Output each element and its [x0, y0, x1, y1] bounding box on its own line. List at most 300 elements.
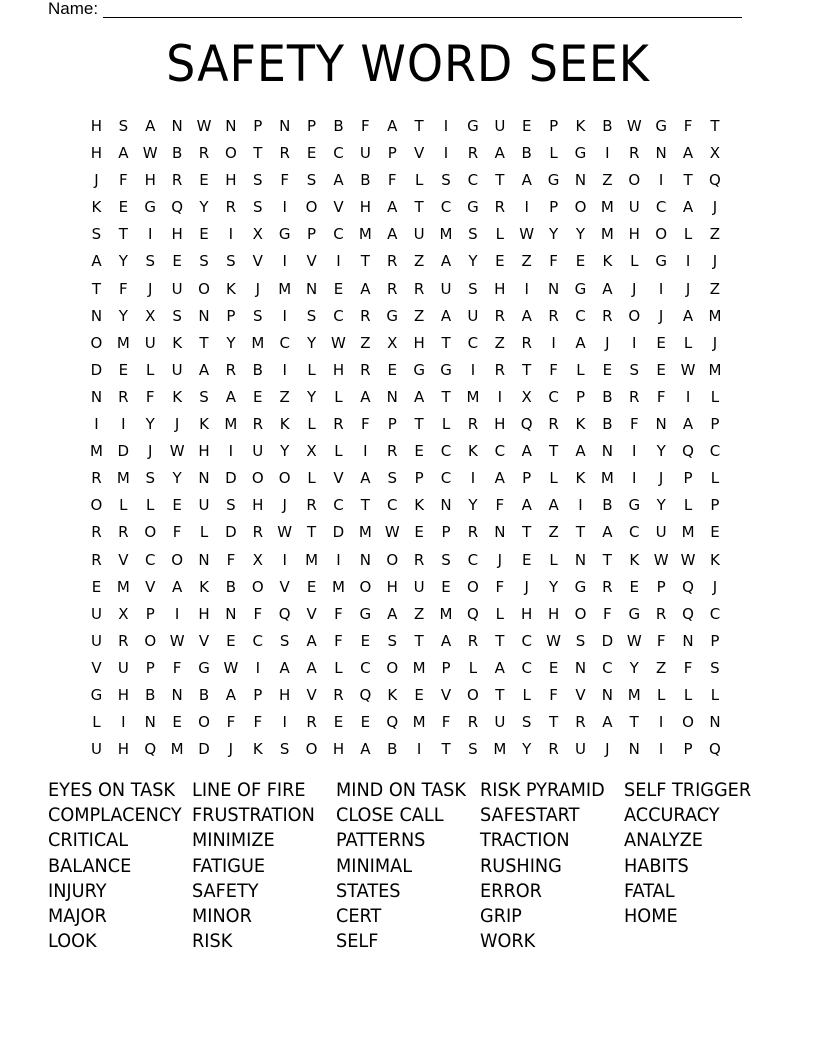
grid-letter: J: [632, 279, 637, 298]
grid-letter: R: [521, 333, 532, 352]
grid-letter: M: [305, 550, 319, 569]
grid-letter: C: [333, 306, 344, 325]
grid-letter: C: [521, 658, 532, 677]
word-list-item: MINIMAL: [336, 854, 413, 877]
grid-letter: A: [91, 252, 102, 271]
grid-letter: G: [628, 496, 641, 515]
word-list-item: WORK: [480, 930, 536, 953]
grid-letter: U: [90, 631, 102, 650]
grid-letter: V: [306, 604, 317, 623]
grid-letter: E: [656, 360, 666, 379]
grid-letter: C: [252, 631, 264, 650]
grid-letter: S: [199, 387, 209, 406]
grid-letter: K: [172, 387, 183, 406]
word-list-item: RUSHING: [480, 854, 562, 877]
grid-letter: N: [547, 279, 560, 298]
grid-letter: J: [228, 740, 234, 759]
grid-letter: U: [413, 225, 425, 244]
word-list-item: FATIGUE: [192, 854, 266, 877]
grid-letter: I: [524, 279, 529, 298]
grid-letter: I: [443, 144, 449, 163]
grid-letter: J: [712, 198, 718, 217]
grid-letter: P: [253, 117, 263, 135]
grid-letter: I: [497, 387, 503, 406]
grid-letter: X: [306, 442, 317, 461]
grid-letter: F: [226, 550, 236, 569]
grid-letter: D: [198, 740, 210, 759]
grid-letter: M: [170, 740, 184, 759]
grid-letter: E: [306, 577, 317, 596]
grid-letter: P: [307, 225, 317, 244]
grid-letter: T: [414, 631, 424, 650]
word-list-item: HABITS: [624, 854, 689, 877]
grid-letter: Q: [386, 713, 399, 732]
grid-letter: N: [574, 550, 587, 569]
grid-letter: F: [334, 631, 343, 650]
name-field[interactable]: [48, 0, 742, 18]
grid-letter: E: [521, 117, 532, 135]
grid-letter: I: [121, 713, 126, 732]
grid-letter: M: [439, 225, 453, 244]
grid-letter: T: [710, 117, 720, 135]
grid-letter: L: [656, 685, 666, 704]
grid-letter: O: [144, 631, 157, 650]
grid-letter: N: [655, 415, 667, 434]
grid-letter: H: [252, 496, 264, 515]
grid-letter: F: [172, 658, 182, 677]
grid-letter: A: [494, 658, 505, 677]
grid-letter: E: [656, 333, 666, 352]
grid-letter: O: [144, 523, 157, 542]
grid-letter: R: [629, 387, 640, 406]
grid-letter: P: [307, 117, 317, 135]
grid-letter: J: [658, 306, 664, 325]
grid-letter: N: [574, 658, 587, 677]
grid-letter: S: [172, 306, 182, 325]
grid-letter: N: [305, 279, 318, 298]
grid-letter: Z: [656, 658, 667, 677]
word-list-item: GRIP: [480, 904, 522, 927]
grid-letter: Z: [279, 387, 290, 406]
grid-letter: A: [360, 740, 371, 759]
grid-letter: Y: [656, 442, 666, 461]
grid-letter: P: [683, 469, 693, 488]
word-list-item: SAFETY: [192, 879, 259, 902]
grid-letter: L: [146, 496, 155, 515]
grid-letter: Z: [521, 252, 532, 271]
word-list-item: BALANCE: [48, 854, 132, 877]
grid-letter: G: [655, 117, 667, 135]
grid-letter: T: [495, 685, 505, 704]
grid-letter: Y: [118, 306, 128, 325]
grid-letter: M: [600, 225, 614, 244]
grid-letter: Y: [172, 469, 182, 488]
grid-letter: M: [412, 658, 426, 677]
grid-letter: W: [546, 631, 561, 650]
grid-letter: A: [387, 117, 398, 135]
grid-letter: B: [171, 144, 183, 163]
grid-letter: O: [386, 658, 399, 677]
grid-letter: I: [605, 144, 610, 163]
word-list-item: EYES ON TASK: [48, 779, 176, 801]
grid-letter: O: [467, 577, 479, 596]
grid-letter: A: [333, 171, 344, 190]
grid-letter: E: [495, 252, 505, 271]
grid-letter: W: [169, 631, 185, 650]
grid-letter: L: [683, 333, 693, 352]
grid-letter: Y: [468, 496, 478, 515]
grid-letter: O: [198, 713, 210, 732]
grid-letter: O: [386, 550, 399, 569]
grid-letter: R: [333, 415, 344, 434]
grid-letter: Z: [413, 306, 425, 325]
grid-letter: N: [386, 387, 398, 406]
grid-letter: Q: [467, 604, 479, 623]
grid-letter: G: [547, 171, 560, 190]
grid-letter: I: [121, 415, 126, 434]
grid-letter: S: [306, 171, 317, 190]
grid-letter: E: [172, 496, 182, 515]
grid-letter: R: [252, 523, 263, 542]
grid-letter: N: [709, 713, 721, 732]
grid-letter: Q: [278, 604, 291, 623]
grid-letter: F: [683, 658, 693, 677]
grid-letter: J: [712, 333, 718, 352]
grid-letter: E: [414, 685, 424, 704]
word-list-item: SAFESTART: [480, 804, 580, 827]
grid-letter: M: [116, 577, 130, 596]
grid-letter: J: [605, 333, 610, 352]
grid-letter: T: [495, 631, 505, 650]
grid-letter: U: [574, 740, 586, 759]
grid-letter: E: [118, 360, 129, 379]
word-list-item: TRACTION: [480, 829, 570, 852]
grid-letter: M: [600, 198, 614, 217]
name-label: Name:: [48, 0, 99, 18]
grid-letter: E: [414, 442, 424, 461]
grid-letter: S: [279, 631, 290, 650]
grid-letter: Y: [549, 577, 559, 596]
grid-letter: O: [574, 198, 587, 217]
grid-letter: C: [655, 198, 667, 217]
grid-letter: B: [602, 496, 613, 515]
word-list-item: SELF: [336, 930, 379, 953]
grid-letter: A: [414, 387, 425, 406]
grid-letter: C: [467, 171, 479, 190]
grid-letter: R: [198, 144, 210, 163]
grid-letter: R: [575, 713, 586, 732]
grid-letter: T: [91, 279, 102, 298]
grid-letter: S: [226, 496, 236, 515]
grid-letter: Y: [468, 252, 478, 271]
grid-letter: B: [602, 387, 613, 406]
grid-letter: S: [306, 306, 317, 325]
grid-letter: R: [252, 415, 263, 434]
grid-letter: C: [709, 442, 721, 461]
grid-letter: N: [198, 306, 210, 325]
grid-letter: M: [708, 306, 722, 325]
grid-letter: M: [439, 604, 453, 623]
grid-letter: X: [252, 225, 263, 244]
grid-letter: N: [90, 306, 103, 325]
grid-letter: R: [91, 550, 102, 569]
grid-letter: E: [521, 550, 532, 569]
grid-letter: L: [334, 442, 343, 461]
grid-letter: L: [146, 360, 155, 379]
grid-letter: T: [441, 740, 451, 759]
grid-letter: E: [333, 713, 344, 732]
grid-letter: O: [467, 685, 479, 704]
grid-letter: A: [225, 685, 237, 704]
grid-letter: G: [359, 604, 372, 623]
grid-letter: N: [198, 550, 210, 569]
grid-letter: A: [145, 117, 156, 135]
grid-letter: C: [467, 333, 479, 352]
grid-letter: Z: [709, 279, 721, 298]
grid-letter: A: [360, 387, 371, 406]
grid-letter: R: [467, 631, 479, 650]
grid-letter: S: [441, 550, 451, 569]
grid-letter: B: [602, 415, 613, 434]
grid-letter: P: [387, 415, 397, 434]
grid-letter: C: [279, 333, 290, 352]
grid-letter: D: [225, 469, 237, 488]
grid-letter: G: [628, 604, 641, 623]
grid-letter: A: [682, 198, 694, 217]
grid-letter: A: [575, 442, 586, 461]
grid-letter: E: [306, 144, 317, 163]
grid-letter: Z: [709, 225, 721, 244]
grid-letter: I: [658, 171, 664, 190]
grid-letter: I: [336, 550, 341, 569]
grid-letter: E: [602, 360, 613, 379]
grid-letter: R: [118, 631, 129, 650]
grid-letter: B: [198, 685, 210, 704]
grid-letter: P: [253, 685, 263, 704]
grid-letter: V: [306, 685, 317, 704]
grid-letter: S: [253, 171, 263, 190]
grid-letter: F: [253, 604, 263, 623]
grid-letter: F: [119, 171, 128, 190]
grid-letter: Q: [520, 415, 533, 434]
grid-letter: I: [524, 198, 529, 217]
grid-letter: E: [333, 279, 344, 298]
grid-letter: V: [333, 469, 344, 488]
grid-letter: O: [251, 469, 264, 488]
grid-letter: M: [681, 523, 695, 542]
grid-letter: F: [145, 387, 155, 406]
grid-letter: C: [440, 198, 452, 217]
grid-letter: I: [255, 658, 260, 677]
grid-letter: R: [225, 198, 237, 217]
grid-letter: I: [282, 252, 287, 271]
grid-letter: R: [387, 279, 398, 298]
grid-letter: N: [574, 171, 587, 190]
grid-letter: T: [441, 333, 451, 352]
grid-letter: B: [145, 685, 156, 704]
grid-letter: L: [307, 415, 316, 434]
grid-letter: O: [305, 198, 318, 217]
grid-letter: L: [549, 550, 558, 569]
grid-letter: S: [468, 740, 478, 759]
grid-letter: I: [336, 252, 341, 271]
grid-letter: A: [548, 496, 559, 515]
grid-letter: A: [198, 360, 210, 379]
grid-letter: F: [280, 171, 289, 190]
grid-letter: E: [360, 713, 371, 732]
grid-letter: O: [655, 225, 668, 244]
word-list-item: RISK: [192, 930, 233, 953]
grid-letter: V: [279, 577, 290, 596]
grid-letter: I: [282, 360, 287, 379]
grid-letter: W: [384, 523, 400, 542]
grid-letter: Z: [413, 252, 425, 271]
grid-letter: T: [414, 117, 424, 135]
grid-letter: J: [712, 577, 718, 596]
grid-letter: G: [198, 658, 210, 677]
grid-letter: S: [387, 469, 397, 488]
grid-letter: E: [575, 252, 586, 271]
grid-letter: L: [119, 496, 128, 515]
grid-letter: A: [387, 225, 398, 244]
grid-letter: Y: [549, 225, 559, 244]
grid-letter: T: [549, 442, 559, 461]
grid-letter: C: [575, 306, 586, 325]
letter-grid: [83, 113, 728, 763]
grid-letter: Y: [629, 658, 639, 677]
grid-letter: E: [172, 252, 182, 271]
name-underline[interactable]: [103, 2, 742, 18]
grid-letter: M: [358, 225, 372, 244]
grid-letter: J: [658, 469, 664, 488]
grid-letter: T: [629, 713, 639, 732]
grid-letter: I: [228, 442, 234, 461]
grid-letter: I: [632, 333, 637, 352]
grid-letter: N: [494, 523, 506, 542]
word-list-item: CLOSE CALL: [336, 804, 444, 827]
grid-letter: U: [198, 496, 210, 515]
grid-letter: U: [117, 658, 129, 677]
word-list-item: CERT: [336, 904, 382, 927]
grid-letter: D: [117, 442, 130, 461]
grid-letter: Q: [682, 442, 694, 461]
grid-letter: R: [629, 144, 640, 163]
grid-letter: A: [494, 469, 505, 488]
grid-letter: M: [278, 279, 292, 298]
grid-letter: A: [440, 306, 452, 325]
grid-letter: J: [497, 550, 503, 569]
grid-letter: R: [333, 685, 344, 704]
grid-letter: V: [198, 631, 210, 650]
grid-letter: F: [226, 713, 236, 732]
grid-letter: F: [629, 415, 639, 434]
grid-letter: L: [307, 360, 316, 379]
grid-letter: R: [360, 306, 371, 325]
grid-letter: S: [575, 631, 586, 650]
grid-letter: T: [575, 523, 586, 542]
grid-letter: S: [145, 252, 155, 271]
grid-letter: K: [387, 685, 398, 704]
word-list-item: FRUSTRATION: [192, 804, 315, 827]
grid-letter: C: [333, 225, 344, 244]
grid-letter: R: [548, 740, 559, 759]
grid-letter: F: [495, 577, 505, 596]
grid-letter: Q: [171, 198, 184, 217]
grid-letter: W: [331, 333, 346, 352]
grid-letter: C: [360, 658, 371, 677]
grid-letter: T: [360, 496, 370, 515]
grid-letter: D: [601, 631, 614, 650]
grid-letter: O: [359, 577, 372, 596]
grid-letter: T: [199, 333, 209, 352]
grid-letter: I: [282, 306, 287, 325]
grid-letter: R: [494, 198, 506, 217]
grid-letter: I: [148, 225, 153, 244]
grid-letter: V: [252, 252, 263, 271]
grid-letter: M: [116, 469, 130, 488]
grid-letter: P: [549, 117, 559, 135]
grid-letter: C: [548, 387, 559, 406]
grid-letter: F: [549, 252, 558, 271]
grid-letter: T: [522, 360, 532, 379]
grid-letter: H: [386, 577, 398, 596]
grid-letter: O: [198, 279, 210, 298]
grid-letter: G: [440, 360, 452, 379]
grid-letter: J: [282, 496, 287, 515]
grid-letter: I: [632, 442, 637, 461]
grid-letter: K: [710, 550, 720, 569]
grid-letter: E: [199, 171, 209, 190]
grid-letter: C: [709, 604, 721, 623]
grid-letter: B: [521, 144, 532, 163]
grid-letter: U: [628, 198, 640, 217]
grid-letter: O: [224, 144, 237, 163]
grid-letter: O: [628, 171, 641, 190]
grid-letter: U: [494, 713, 506, 732]
grid-letter: V: [306, 252, 317, 271]
grid-letter: M: [331, 577, 345, 596]
grid-letter: U: [655, 523, 667, 542]
grid-letter: E: [441, 577, 451, 596]
grid-letter: L: [334, 658, 343, 677]
grid-letter: S: [145, 469, 155, 488]
grid-letter: C: [494, 442, 506, 461]
grid-letter: P: [710, 415, 720, 434]
grid-letter: A: [575, 333, 586, 352]
grid-letter: J: [255, 279, 260, 298]
grid-letter: B: [225, 577, 237, 596]
word-list-item: ACCURACY: [624, 804, 720, 827]
grid-letter: P: [575, 387, 585, 406]
grid-letter: L: [307, 469, 316, 488]
grid-letter: S: [226, 252, 236, 271]
grid-letter: W: [519, 225, 535, 244]
grid-letter: R: [548, 415, 559, 434]
grid-letter: F: [172, 523, 182, 542]
grid-letter: T: [495, 171, 505, 190]
grid-letter: Y: [226, 333, 236, 352]
grid-letter: K: [252, 740, 263, 759]
grid-letter: H: [225, 171, 237, 190]
grid-letter: R: [118, 523, 129, 542]
grid-letter: T: [414, 198, 424, 217]
grid-letter: G: [574, 279, 587, 298]
grid-letter: X: [709, 144, 721, 163]
grid-letter: I: [94, 415, 99, 434]
grid-letter: G: [413, 360, 425, 379]
grid-letter: L: [549, 469, 558, 488]
grid-letter: N: [171, 117, 183, 135]
